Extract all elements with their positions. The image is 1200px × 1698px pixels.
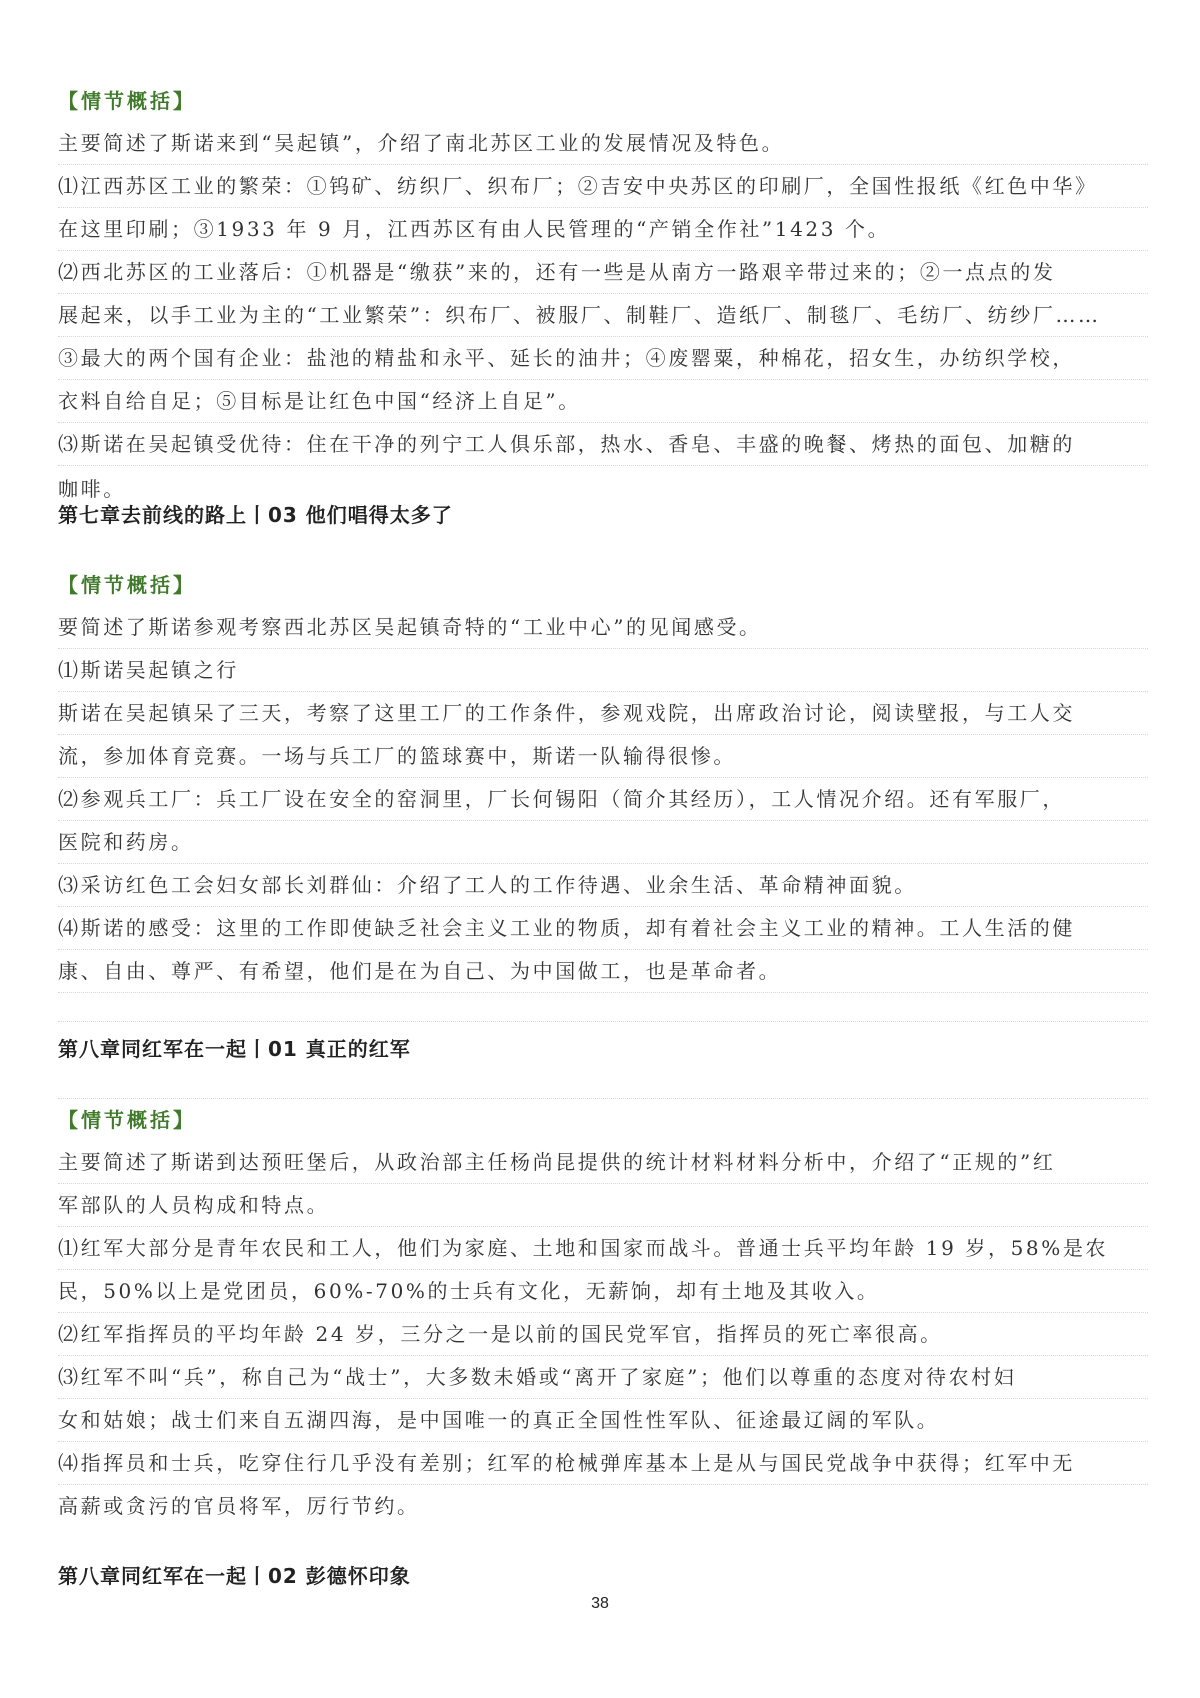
paragraph-line: ⑵红军指挥员的平均年龄 24 岁，三分之一是以前的国民党军官，指挥员的死亡率很高。 bbox=[58, 1313, 1148, 1356]
paragraph-line: 军部队的人员构成和特点。 bbox=[58, 1184, 1148, 1227]
paragraph-line: ⑷指挥员和士兵，吃穿住行几乎没有差别；红军的枪械弹库基本上是从与国民党战争中获得；红军中无 bbox=[58, 1442, 1148, 1485]
paragraph-line: 主要简述了斯诺来到“吴起镇”，介绍了南北苏区工业的发展情况及特色。 bbox=[58, 122, 1148, 165]
paragraph-line: ⑶斯诺在吴起镇受优待：住在干净的列宁工人俱乐部，热水、香皂、丰盛的晚餐、烤热的面包、加糖的 bbox=[58, 423, 1148, 466]
section-tag: 【情节概括】 bbox=[58, 89, 196, 113]
paragraph-line: 医院和药房。 bbox=[58, 821, 1148, 864]
document-page bbox=[58, 80, 1148, 1597]
paragraph-line: 主要简述了斯诺到达预旺堡后，从政治部主任杨尚昆提供的统计材料材料分析中，介绍了“正规的”红 bbox=[58, 1141, 1148, 1184]
paragraph-line: ⑵参观兵工厂：兵工厂设在安全的窑洞里，厂长何锡阳（简介其经历），工人情况介绍。还有军服厂， bbox=[58, 778, 1148, 821]
chapter-heading: 第七章去前线的路上丨03 他们唱得太多了 bbox=[58, 503, 453, 527]
section-tag: 【情节概括】 bbox=[58, 1108, 196, 1132]
page-number: 38 bbox=[591, 1595, 609, 1612]
paragraph-line: 民，50%以上是党团员，60%-70%的士兵有文化，无薪饷，却有土地及其收入。 bbox=[58, 1270, 1148, 1313]
paragraph-line: ⑴斯诺吴起镇之行 bbox=[58, 649, 1148, 692]
paragraph-line: ⑴红军大部分是青年农民和工人，他们为家庭、土地和国家而战斗。普通士兵平均年龄 19 岁，58%是农 bbox=[58, 1227, 1148, 1270]
paragraph-line: 咖啡。 bbox=[58, 477, 126, 501]
paragraph-line: ⑶红军不叫“兵”，称自己为“战士”，大多数未婚或“离开了家庭”；他们以尊重的态度对待农村妇 bbox=[58, 1356, 1148, 1399]
paragraph-line: 女和姑娘；战士们来自五湖四海，是中国唯一的真正全国性性军队、征途最辽阔的军队。 bbox=[58, 1399, 1148, 1442]
paragraph-line: ⑵西北苏区的工业落后：①机器是“缴获”来的，还有一些是从南方一路艰辛带过来的；②一点点的发 bbox=[58, 251, 1148, 294]
paragraph-line: ⑶采访红色工会妇女部长刘群仙：介绍了工人的工作待遇、业余生活、革命精神面貌。 bbox=[58, 864, 1148, 907]
paragraph-line: 斯诺在吴起镇呆了三天，考察了这里工厂的工作条件，参观戏院，出席政治讨论，阅读壁报，与工人交 bbox=[58, 692, 1148, 735]
paragraph-line: ⑴江西苏区工业的繁荣：①钨矿、纺织厂、织布厂；②吉安中央苏区的印刷厂，全国性报纸《红色中华》 bbox=[58, 165, 1148, 208]
paragraph-line: ⑷斯诺的感受：这里的工作即使缺乏社会主义工业的物质，却有着社会主义工业的精神。工人生活的健 bbox=[58, 907, 1148, 950]
paragraph-line: 在这里印刷；③1933 年 9 月，江西苏区有由人民管理的“产销全作社”1423 个。 bbox=[58, 208, 1148, 251]
paragraph-line: 康、自由、尊严、有希望，他们是在为自己、为中国做工，也是革命者。 bbox=[58, 950, 1148, 993]
chapter-heading: 第八章同红军在一起丨01 真正的红军 bbox=[58, 1037, 411, 1061]
paragraph-line: 要简述了斯诺参观考察西北苏区吴起镇奇特的“工业中心”的见闻感受。 bbox=[58, 606, 1148, 649]
chapter-heading: 第八章同红军在一起丨02 彭德怀印象 bbox=[58, 1564, 411, 1588]
paragraph-line: 流，参加体育竞赛。一场与兵工厂的篮球赛中，斯诺一队输得很惨。 bbox=[58, 735, 1148, 778]
paragraph-line: ③最大的两个国有企业：盐池的精盐和永平、延长的油井；④废罂粟，种棉花，招女生，办纺织学校， bbox=[58, 337, 1148, 380]
paragraph-line: 高薪或贪污的官员将军，厉行节约。 bbox=[58, 1494, 420, 1518]
paragraph-line: 展起来，以手工业为主的“工业繁荣”：织布厂、被服厂、制鞋厂、造纸厂、制毯厂、毛纺厂、纺纱厂…… bbox=[58, 294, 1148, 337]
paragraph-line: 衣料自给自足；⑤目标是让红色中国“经济上自足”。 bbox=[58, 380, 1148, 423]
section-tag: 【情节概括】 bbox=[58, 573, 196, 597]
